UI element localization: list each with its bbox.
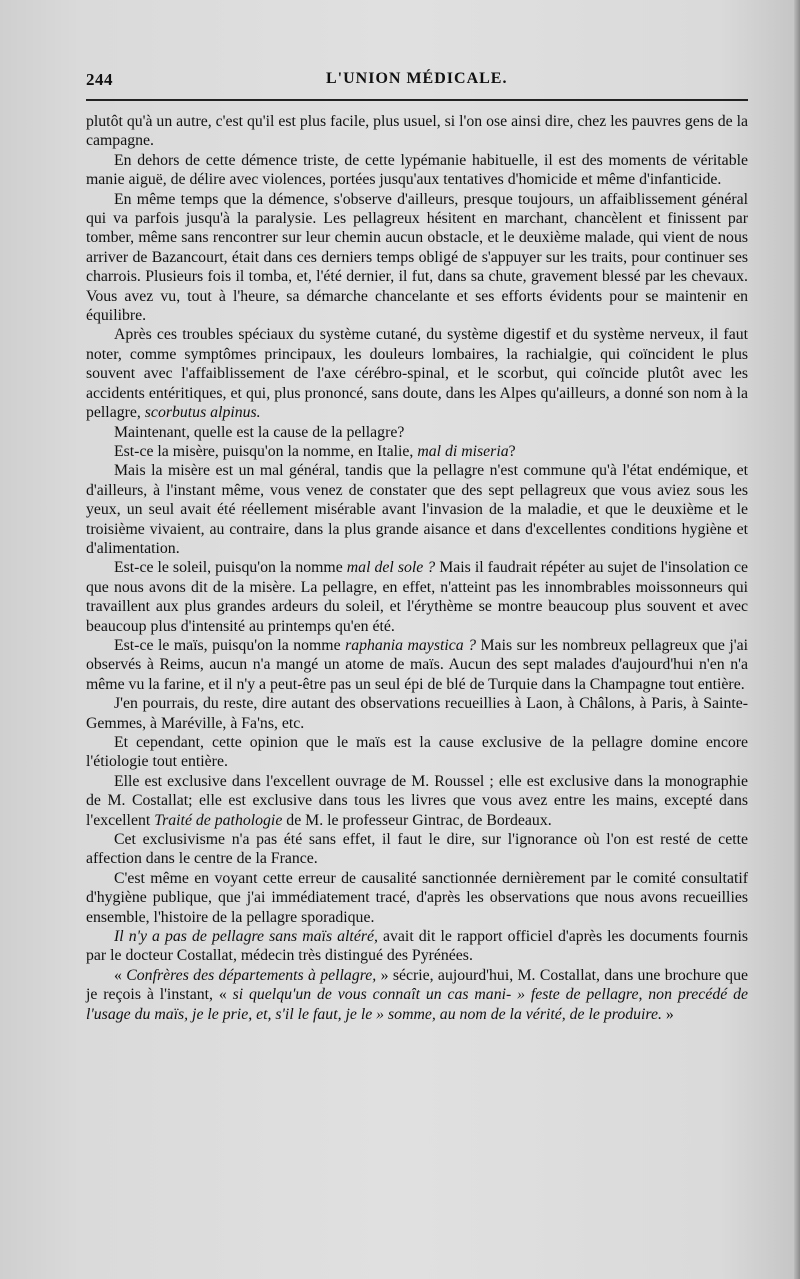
- paragraph: [86, 461, 748, 558]
- text-segment: Est-ce la misère, puisqu'on la nomme, en Italie,: [114, 442, 418, 460]
- paragraph: [86, 869, 748, 927]
- italic-text: Il n'y a pas de pellagre sans maïs altéré,: [114, 928, 378, 946]
- text-segment: Mais il faudrait répéter au sujet de l'insolation ce que nous avons dit de la misère. La pellagre, en effet, n'atteint pas les innombrables moissonneurs qui travaillent aux plus grandes ardeurs du soleil, et l'érythème se montre beaucoup plus souvent et avec beaucoup plus d'intensité au printemps qu'en été.: [86, 559, 748, 635]
- paragraph: [86, 325, 748, 422]
- text-segment: C'est même en voyant cette erreur de causalité sanctionnée dernièrement par le comité consultatif d'hygiène publique, que j'ai immédiatement tracé, d'après les observations que nous avons recueillies ensemble, l'histoire de la pellagre sporadique.: [86, 869, 748, 926]
- page-number: 244: [86, 70, 113, 89]
- text-segment: En même temps que la démence, s'observe d'ailleurs, presque toujours, un affaiblissement général qui va parfois jusqu'à la paralysie. Les pellagreux hésitent en marchant, chancèlent et finissent par tomber, même sans rencontrer sur leur chemin aucun obstacle, et le deuxième malade, qui vient de nous arriver de Bazancourt, était dans ces derniers temps obligé de s'appuyer sur les traits, pour continuer ses charrois. Plusieurs fois il tomba, et, l'été dernier, il fut, dans sa chute, gravement blessé par les chevaux. Vous avez vu, tout à l'heure, sa démarche chancelante et ses efforts évidents pour se maintenir en équilibre.: [86, 190, 748, 325]
- italic-text: Confrères des départements à pellagre,: [126, 966, 377, 984]
- paragraph: [86, 151, 748, 190]
- text-segment: de M. le professeur Gintrac, de Bordeaux.: [282, 811, 552, 829]
- paragraph: [86, 636, 748, 694]
- paragraph: [86, 772, 748, 830]
- page-edge-shadow: [794, 0, 800, 1279]
- text-segment: En dehors de cette démence triste, de cette lypémanie habituelle, il est des moments de véritable manie aiguë, de délire avec violences, portées jusqu'aux tentatives d'homicide et même d'infanticide.: [86, 151, 748, 189]
- page-header: [86, 70, 748, 96]
- paragraph: [86, 558, 748, 636]
- paragraph: [86, 694, 748, 733]
- italic-text: mal di miseria: [417, 442, 509, 460]
- text-segment: Maintenant, quelle est la cause de la pellagre?: [114, 423, 405, 441]
- text-segment: Est-ce le maïs, puisqu'on la nomme: [114, 636, 346, 654]
- paragraph: [86, 112, 748, 151]
- italic-text: scorbutus alpinus.: [144, 404, 261, 422]
- text-segment: Et cependant, cette opinion que le maïs est la cause exclusive de la pellagre domine encore l'étiologie tout entière.: [86, 734, 748, 771]
- paragraph: [86, 423, 748, 442]
- text-segment: »: [661, 1005, 674, 1023]
- paragraph: [86, 733, 748, 772]
- paragraph: [86, 442, 748, 461]
- italic-text: raphania maystica ?: [345, 636, 477, 654]
- italic-text: mal del sole ?: [346, 559, 436, 577]
- text-segment: » sécrie, aujourd'hui, M. Costallat, dans une brochure que je reçois à l'instant, «: [86, 966, 748, 1004]
- paragraph: [86, 927, 748, 966]
- running-title: L'UNION MÉDICALE.: [326, 70, 508, 87]
- paragraph: [86, 966, 748, 1024]
- text-segment: Cet exclusivisme n'a pas été sans effet, il faut le dire, sur l'ignorance où l'on est resté de cette affection dans le centre de la France.: [86, 831, 748, 868]
- text-segment: Après ces troubles spéciaux du système cutané, du système digestif et du système nerveux, il faut noter, comme symptômes principaux, les douleurs lombaires, la rachialgie, qui coïncident le plus souvent avec l'affaiblissement de l'axe cérébro-spinal, et le scorbut, qui coïncide plutôt avec les accidents entéritiques, et qui, plus prononcé, sans doute, dans les Alpes qu'ailleurs, a donné son nom à la pellagre,: [86, 326, 748, 422]
- text-segment: avait dit le rapport officiel d'après les documents fournis par le docteur Costallat, médecin très distingué des Pyrénées.: [86, 928, 749, 965]
- text-segment: ?: [508, 442, 516, 460]
- header-rule: [86, 99, 748, 101]
- text-segment: Est-ce le soleil, puisqu'on la nomme: [114, 559, 347, 577]
- text-segment: «: [114, 966, 127, 984]
- italic-text: Traité de pathologie: [154, 811, 283, 829]
- italic-text: si quelqu'un de vous connaît un cas mani- » feste de pellagre, non precédé de l'usage du maïs, je le prie, et, s'il le faut, je le » somme, au nom de la vérité, de le produire.: [86, 986, 748, 1023]
- text-segment: J'en pourrais, du reste, dire autant des observations recueillies à Laon, à Châlons, à Paris, à Sainte-Gemmes, à Maréville, à Fa'ns, etc.: [86, 695, 748, 732]
- body-text: [86, 112, 748, 1024]
- paragraph: [86, 830, 748, 869]
- text-segment: Mais la misère est un mal général, tandis que la pellagre n'est commune qu'à l'état endémique, et d'ailleurs, à l'instant même, vous venez de constater que des sept pellagreux que vous aviez sous les yeux, un seul avait été réellement misérable avant l'invasion de la maladie, et que le deuxième et le troisième vivaient, au contraire, dans la plus grande aisance et dans d'excellentes conditions hygiène et d'alimentation.: [86, 462, 748, 557]
- paragraph: [86, 190, 748, 326]
- text-segment: Mais sur les nombreux pellagreux que j'ai observés à Reims, aucun n'a mangé un atome de maïs. Aucun des sept malades d'aujourd'hui n'en n'a même vu la farine, et il n'y a peut-être pas un seul épi de blé de Turquie dans la Champagne tout entière.: [86, 636, 748, 693]
- text-segment: Elle est exclusive dans l'excellent ouvrage de M. Roussel ; elle est exclusive dans la monographie de M. Costallat; elle est exclusive dans tous les livres que vous avez entre les mains, excepté dans l'excellent: [86, 772, 748, 829]
- text-segment: plutôt qu'à un autre, c'est qu'il est plus facile, plus usuel, si l'on ose ainsi dire, chez les pauvres gens de la campagne.: [86, 113, 748, 150]
